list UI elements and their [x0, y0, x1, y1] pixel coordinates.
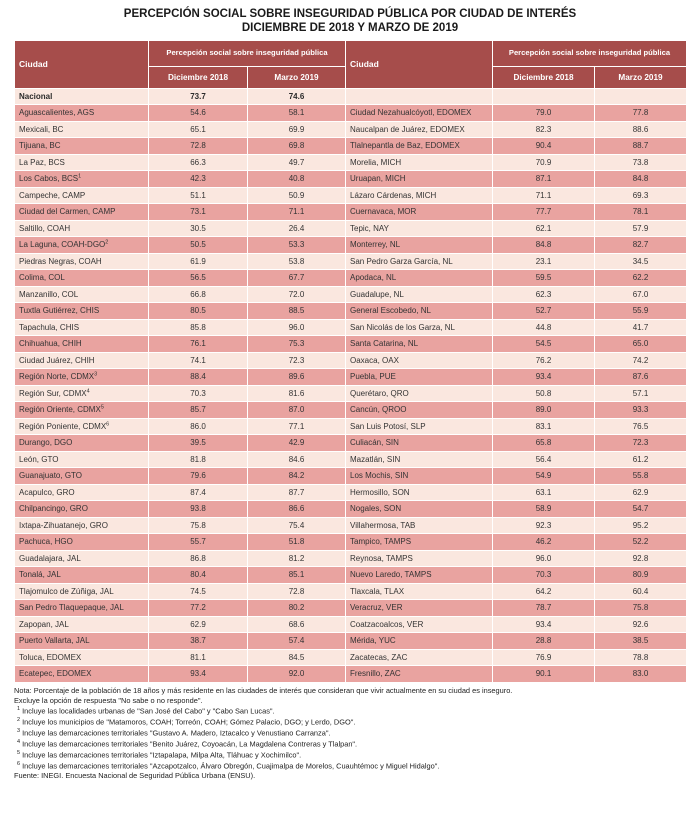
city-cell: Tepic, NAY [346, 220, 493, 237]
footnote-text: Incluye los municipios de "Matamoros, COAH; Torreón, COAH; Gómez Palacio, DGO; y Lerdo, DGO". [20, 717, 356, 727]
header-group-left: Percepción social sobre inseguridad pública [149, 40, 346, 66]
value-dec-cell: 63.1 [493, 484, 595, 501]
value-mar-cell: 26.4 [248, 220, 346, 237]
value-dec-cell: 74.5 [149, 583, 248, 600]
value-mar-cell: 78.1 [595, 204, 687, 221]
value-mar-cell: 38.5 [595, 633, 687, 650]
value-mar-cell: 72.0 [248, 286, 346, 303]
value-mar-cell: 95.2 [595, 517, 687, 534]
empty-value-cell [493, 88, 595, 105]
value-mar-cell: 61.2 [595, 451, 687, 468]
footnote-2 [14, 717, 686, 728]
value-mar-cell: 75.3 [248, 336, 346, 353]
value-dec-cell: 73.1 [149, 204, 248, 221]
table-row [15, 567, 687, 584]
value-dec-cell: 80.5 [149, 303, 248, 320]
value-dec-cell: 93.4 [493, 369, 595, 386]
value-dec-cell: 80.4 [149, 567, 248, 584]
city-cell: Tonalá, JAL [15, 567, 149, 584]
value-dec-cell: 90.4 [493, 138, 595, 155]
footnote-sup: 3 [17, 728, 21, 735]
value-mar-cell: 81.2 [248, 550, 346, 567]
city-cell: La Laguna, COAH-DGO$^2$ [15, 237, 149, 254]
value-mar-cell: 78.8 [595, 649, 687, 666]
city-cell: Naucalpan de Juárez, EDOMEX [346, 121, 493, 138]
value-dec-cell: 46.2 [493, 534, 595, 551]
city-cell: Piedras Negras, COAH [15, 253, 149, 270]
value-dec-cell: 62.9 [149, 616, 248, 633]
value-dec-cell: 85.7 [149, 402, 248, 419]
value-dec-cell: 71.1 [493, 187, 595, 204]
table-row [15, 402, 687, 419]
city-cell: Veracruz, VER [346, 600, 493, 617]
table-row-national [15, 88, 687, 105]
city-cell: Puerto Vallarta, JAL [15, 633, 149, 650]
value-dec-cell: 93.4 [149, 666, 248, 683]
value-mar-cell: 51.8 [248, 534, 346, 551]
value-mar-cell: 88.6 [595, 121, 687, 138]
value-mar-cell: 92.8 [595, 550, 687, 567]
value-dec-cell: 87.4 [149, 484, 248, 501]
value-dec-cell: 88.4 [149, 369, 248, 386]
header-city-right: Ciudad [346, 40, 493, 88]
value-dec-cell: 61.9 [149, 253, 248, 270]
table-row [15, 451, 687, 468]
city-cell: Querétaro, QRO [346, 385, 493, 402]
city-cell: Toluca, EDOMEX [15, 649, 149, 666]
value-mar-cell: 67.0 [595, 286, 687, 303]
value-dec-cell: 56.5 [149, 270, 248, 287]
city-cell: Nuevo Laredo, TAMPS [346, 567, 493, 584]
source-line: Fuente: INEGI. Encuesta Nacional de Seguridad Pública Urbana (ENSU). [14, 771, 256, 781]
value-mar-cell: 82.7 [595, 237, 687, 254]
city-cell: Apodaca, NL [346, 270, 493, 287]
value-mar-cell: 87.7 [248, 484, 346, 501]
table-row [15, 121, 687, 138]
value-dec-cell: 72.8 [149, 138, 248, 155]
footnote-text: Incluye las demarcaciones territoriales "Iztapalapa, Milpa Alta, Tláhuac y Xochimilco". [20, 750, 302, 760]
value-mar-cell: 69.8 [248, 138, 346, 155]
footnote-text: Incluye las localidades urbanas de "San José del Cabo" y "Cabo San Lucas". [20, 706, 275, 716]
value-mar-cell: 42.9 [248, 435, 346, 452]
city-cell: Ciudad Juárez, CHIH [15, 352, 149, 369]
value-dec-cell: 65.1 [149, 121, 248, 138]
value-dec-cell: 54.9 [493, 468, 595, 485]
city-cell: San Pedro Garza García, NL [346, 253, 493, 270]
table-row [15, 352, 687, 369]
value-mar-cell: 57.1 [595, 385, 687, 402]
note-exclusion-line: Excluye la opción de respuesta "No sabe o no responde". [14, 696, 203, 706]
value-mar-cell: 87.0 [248, 402, 346, 419]
value-dec-cell: 96.0 [493, 550, 595, 567]
city-cell: Lázaro Cárdenas, MICH [346, 187, 493, 204]
empty-city-cell [346, 88, 493, 105]
value-dec-cell: 51.1 [149, 187, 248, 204]
value-mar-cell: 77.1 [248, 418, 346, 435]
city-cell: Campeche, CAMP [15, 187, 149, 204]
table-row [15, 138, 687, 155]
city-cell: Ciudad del Carmen, CAMP [15, 204, 149, 221]
city-cell: Región Sur, CDMX$^4$ [15, 385, 149, 402]
city-cell: Tampico, TAMPS [346, 534, 493, 551]
table-row [15, 418, 687, 435]
table-row [15, 369, 687, 386]
value-dec-cell: 64.2 [493, 583, 595, 600]
value-mar-cell: 84.2 [248, 468, 346, 485]
header-group-right: Percepción social sobre inseguridad pública [493, 40, 687, 66]
value-dec-cell: 89.0 [493, 402, 595, 419]
value-dec-cell: 74.1 [149, 352, 248, 369]
city-cell: Cancún, QROO [346, 402, 493, 419]
table-row [15, 187, 687, 204]
value-mar-cell: 73.8 [595, 154, 687, 171]
value-mar-cell: 87.6 [595, 369, 687, 386]
city-cell: Acapulco, GRO [15, 484, 149, 501]
value-mar-cell: 67.7 [248, 270, 346, 287]
value-mar-cell: 92.6 [595, 616, 687, 633]
city-cell: Fresnillo, ZAC [346, 666, 493, 683]
title-line-2: DICIEMBRE DE 2018 Y MARZO DE 2019 [241, 22, 459, 35]
city-cell: Tlalnepantla de Baz, EDOMEX [346, 138, 493, 155]
city-cell: Villahermosa, TAB [346, 517, 493, 534]
value-mar-cell: 92.0 [248, 666, 346, 683]
value-dec-cell: 30.5 [149, 220, 248, 237]
page-title [14, 7, 686, 36]
city-cell: Mazatlán, SIN [346, 451, 493, 468]
value-dec-cell: 86.0 [149, 418, 248, 435]
city-cell: Región Norte, CDMX$^3$ [15, 369, 149, 386]
table-row [15, 501, 687, 518]
footnote-sup: 5 [17, 749, 21, 756]
value-mar-cell: 72.3 [248, 352, 346, 369]
value-dec-cell: 42.3 [149, 171, 248, 188]
value-mar-cell: 57.4 [248, 633, 346, 650]
city-cell: Ecatepec, EDOMEX [15, 666, 149, 683]
value-mar-cell: 69.3 [595, 187, 687, 204]
value-mar-cell: 49.7 [248, 154, 346, 171]
value-mar-cell: 54.7 [595, 501, 687, 518]
value-dec-cell: 82.3 [493, 121, 595, 138]
value-mar-cell: 62.2 [595, 270, 687, 287]
city-cell: Tlaxcala, TLAX [346, 583, 493, 600]
value-mar-cell: 60.4 [595, 583, 687, 600]
value-dec-cell: 81.8 [149, 451, 248, 468]
value-dec-cell: 87.1 [493, 171, 595, 188]
table-row [15, 484, 687, 501]
table-row [15, 220, 687, 237]
footnote-sup: 2 [17, 717, 21, 724]
value-dec-cell: 62.3 [493, 286, 595, 303]
value-dec-cell: 81.1 [149, 649, 248, 666]
empty-value-cell [595, 88, 687, 105]
value-mar-cell: 53.8 [248, 253, 346, 270]
value-mar-cell: 40.8 [248, 171, 346, 188]
value-dec-cell: 77.7 [493, 204, 595, 221]
city-cell: Oaxaca, OAX [346, 352, 493, 369]
city-cell: Nacional [15, 88, 149, 105]
table-row [15, 171, 687, 188]
table-row [15, 534, 687, 551]
city-cell: Tuxtla Gutiérrez, CHIS [15, 303, 149, 320]
perception-table [14, 40, 687, 683]
value-mar-cell: 88.5 [248, 303, 346, 320]
value-mar-cell: 93.3 [595, 402, 687, 419]
value-mar-cell: 83.0 [595, 666, 687, 683]
value-dec-cell: 44.8 [493, 319, 595, 336]
city-cell: Guadalajara, JAL [15, 550, 149, 567]
value-dec-cell: 76.9 [493, 649, 595, 666]
value-mar-cell: 50.9 [248, 187, 346, 204]
value-dec-cell: 23.1 [493, 253, 595, 270]
table-row [15, 270, 687, 287]
header-mar2019-left: Marzo 2019 [248, 66, 346, 88]
city-cell: Mérida, YUC [346, 633, 493, 650]
value-dec-cell: 90.1 [493, 666, 595, 683]
value-mar-cell: 84.6 [248, 451, 346, 468]
city-cell: Ixtapa-Zihuatanejo, GRO [15, 517, 149, 534]
value-mar-cell: 89.6 [248, 369, 346, 386]
city-cell: Tijuana, BC [15, 138, 149, 155]
value-mar-cell: 52.2 [595, 534, 687, 551]
table-row [15, 253, 687, 270]
value-dec-cell: 52.7 [493, 303, 595, 320]
value-dec-cell: 50.5 [149, 237, 248, 254]
value-mar-cell: 53.3 [248, 237, 346, 254]
value-mar-cell: 75.4 [248, 517, 346, 534]
value-mar-cell: 41.7 [595, 319, 687, 336]
city-cell: Los Cabos, BCS$^1$ [15, 171, 149, 188]
value-dec-cell: 55.7 [149, 534, 248, 551]
city-cell: Saltillo, COAH [15, 220, 149, 237]
table-row [15, 154, 687, 171]
footnote-4 [14, 739, 686, 750]
value-mar-cell: 85.1 [248, 567, 346, 584]
value-mar-cell: 55.8 [595, 468, 687, 485]
value-dec-cell: 62.1 [493, 220, 595, 237]
city-cell: Coatzacoalcos, VER [346, 616, 493, 633]
value-dec-cell: 77.2 [149, 600, 248, 617]
table-row [15, 600, 687, 617]
value-dec-cell: 76.2 [493, 352, 595, 369]
value-dec-cell: 93.4 [493, 616, 595, 633]
city-cell: Pachuca, HGO [15, 534, 149, 551]
city-cell: La Paz, BCS [15, 154, 149, 171]
value-mar-cell: 55.9 [595, 303, 687, 320]
table-row [15, 237, 687, 254]
value-dec-cell: 86.8 [149, 550, 248, 567]
table-row [15, 336, 687, 353]
value-mar-cell: 80.9 [595, 567, 687, 584]
city-cell: Colima, COL [15, 270, 149, 287]
table-header [15, 40, 687, 88]
value-mar-cell: 69.9 [248, 121, 346, 138]
city-cell: Uruapan, MICH [346, 171, 493, 188]
table-row [15, 583, 687, 600]
city-cell: General Escobedo, NL [346, 303, 493, 320]
city-cell: San Luis Potosí, SLP [346, 418, 493, 435]
footnote-sup: 4 [17, 738, 21, 745]
footnote-text: Incluye las demarcaciones territoriales "Gustavo A. Madero, Iztacalco y Venustiano Carranza". [20, 728, 331, 738]
header-dec2018-right: Diciembre 2018 [493, 66, 595, 88]
value-dec-cell: 59.5 [493, 270, 595, 287]
value-dec-cell: 73.7 [149, 88, 248, 105]
table-row [15, 649, 687, 666]
value-dec-cell: 75.8 [149, 517, 248, 534]
value-mar-cell: 84.5 [248, 649, 346, 666]
value-dec-cell: 78.7 [493, 600, 595, 617]
value-dec-cell: 85.8 [149, 319, 248, 336]
value-dec-cell: 76.1 [149, 336, 248, 353]
value-dec-cell: 28.8 [493, 633, 595, 650]
city-cell: Puebla, PUE [346, 369, 493, 386]
city-cell: Hermosillo, SON [346, 484, 493, 501]
value-dec-cell: 66.8 [149, 286, 248, 303]
value-dec-cell: 93.8 [149, 501, 248, 518]
city-cell: Tlajomulco de Zúñiga, JAL [15, 583, 149, 600]
city-cell: San Pedro Tlaquepaque, JAL [15, 600, 149, 617]
table-row [15, 435, 687, 452]
value-mar-cell: 80.2 [248, 600, 346, 617]
value-mar-cell: 62.9 [595, 484, 687, 501]
value-dec-cell: 54.5 [493, 336, 595, 353]
table-row [15, 319, 687, 336]
table-row [15, 468, 687, 485]
city-cell: Santa Catarina, NL [346, 336, 493, 353]
city-cell: Cuernavaca, MOR [346, 204, 493, 221]
value-mar-cell: 57.9 [595, 220, 687, 237]
value-dec-cell: 65.8 [493, 435, 595, 452]
table-row [15, 303, 687, 320]
notes-block [14, 686, 686, 782]
table-row [15, 550, 687, 567]
city-cell: Tapachula, CHIS [15, 319, 149, 336]
value-mar-cell: 77.8 [595, 105, 687, 122]
header-dec2018-left: Diciembre 2018 [149, 66, 248, 88]
city-cell: León, GTO [15, 451, 149, 468]
value-dec-cell: 56.4 [493, 451, 595, 468]
city-cell: Monterrey, NL [346, 237, 493, 254]
footnote-5 [14, 750, 686, 761]
table-row [15, 616, 687, 633]
value-dec-cell: 58.9 [493, 501, 595, 518]
table-row [15, 385, 687, 402]
value-dec-cell: 38.7 [149, 633, 248, 650]
city-cell: Zacatecas, ZAC [346, 649, 493, 666]
value-dec-cell: 70.3 [149, 385, 248, 402]
value-dec-cell: 54.6 [149, 105, 248, 122]
value-mar-cell: 68.6 [248, 616, 346, 633]
city-cell: Zapopan, JAL [15, 616, 149, 633]
footnote-text: Incluye las demarcaciones territoriales "Azcapotzalco, Álvaro Obregón, Cuajimalpa de Morelos, Cuauhtémoc y Miguel Hidalgo". [20, 761, 440, 771]
value-mar-cell: 76.5 [595, 418, 687, 435]
city-cell: Culiacán, SIN [346, 435, 493, 452]
value-dec-cell: 92.3 [493, 517, 595, 534]
table-body [15, 88, 687, 682]
city-cell: Chilpancingo, GRO [15, 501, 149, 518]
footnote-1 [14, 706, 686, 717]
city-cell: Ciudad Nezahualcóyotl, EDOMEX [346, 105, 493, 122]
value-mar-cell: 65.0 [595, 336, 687, 353]
table-row [15, 517, 687, 534]
table-row [15, 633, 687, 650]
city-cell: Nogales, SON [346, 501, 493, 518]
value-mar-cell: 88.7 [595, 138, 687, 155]
city-cell: Durango, DGO [15, 435, 149, 452]
value-dec-cell: 79.6 [149, 468, 248, 485]
value-mar-cell: 86.6 [248, 501, 346, 518]
footnote-text: Incluye las demarcaciones territoriales "Benito Juárez, Coyoacán, La Magdalena Contreras y Tlalpan". [20, 739, 358, 749]
value-mar-cell: 58.1 [248, 105, 346, 122]
footnote-3 [14, 728, 686, 739]
city-cell: Manzanillo, COL [15, 286, 149, 303]
city-cell: Mexicali, BC [15, 121, 149, 138]
value-mar-cell: 75.8 [595, 600, 687, 617]
header-city-left: Ciudad [15, 40, 149, 88]
city-cell: Guadalupe, NL [346, 286, 493, 303]
footnote-sup: 6 [17, 760, 21, 767]
value-mar-cell: 72.8 [248, 583, 346, 600]
city-cell: San Nicolás de los Garza, NL [346, 319, 493, 336]
value-dec-cell: 84.8 [493, 237, 595, 254]
value-dec-cell: 79.0 [493, 105, 595, 122]
title-line-1: PERCEPCIÓN SOCIAL SOBRE INSEGURIDAD PÚBLICA POR CIUDAD DE INTERÉS [123, 8, 577, 20]
value-mar-cell: 71.1 [248, 204, 346, 221]
footnote-6 [14, 761, 686, 772]
header-mar2019-right: Marzo 2019 [595, 66, 687, 88]
value-mar-cell: 72.3 [595, 435, 687, 452]
table-row [15, 105, 687, 122]
city-cell: Los Mochis, SIN [346, 468, 493, 485]
city-cell: Guanajuato, GTO [15, 468, 149, 485]
value-dec-cell: 50.8 [493, 385, 595, 402]
city-cell: Morelia, MICH [346, 154, 493, 171]
note-line: Nota: Porcentaje de la población de 18 años y más residente en las ciudades de interés que consideran que vivir actualmente en su ciudad es inseguro. [14, 685, 513, 695]
value-mar-cell: 74.2 [595, 352, 687, 369]
table-row [15, 204, 687, 221]
value-mar-cell: 81.6 [248, 385, 346, 402]
city-cell: Región Oriente, CDMX$^5$ [15, 402, 149, 419]
value-mar-cell: 84.8 [595, 171, 687, 188]
value-dec-cell: 83.1 [493, 418, 595, 435]
value-dec-cell: 66.3 [149, 154, 248, 171]
value-mar-cell: 74.6 [248, 88, 346, 105]
table-row [15, 666, 687, 683]
table-row [15, 286, 687, 303]
city-cell: Reynosa, TAMPS [346, 550, 493, 567]
value-dec-cell: 70.9 [493, 154, 595, 171]
city-cell: Chihuahua, CHIH [15, 336, 149, 353]
footnote-sup: 1 [17, 706, 21, 713]
value-dec-cell: 39.5 [149, 435, 248, 452]
value-mar-cell: 96.0 [248, 319, 346, 336]
value-dec-cell: 70.3 [493, 567, 595, 584]
value-mar-cell: 34.5 [595, 253, 687, 270]
city-cell: Región Poniente, CDMX$^6$ [15, 418, 149, 435]
city-cell: Aguascalientes, AGS [15, 105, 149, 122]
